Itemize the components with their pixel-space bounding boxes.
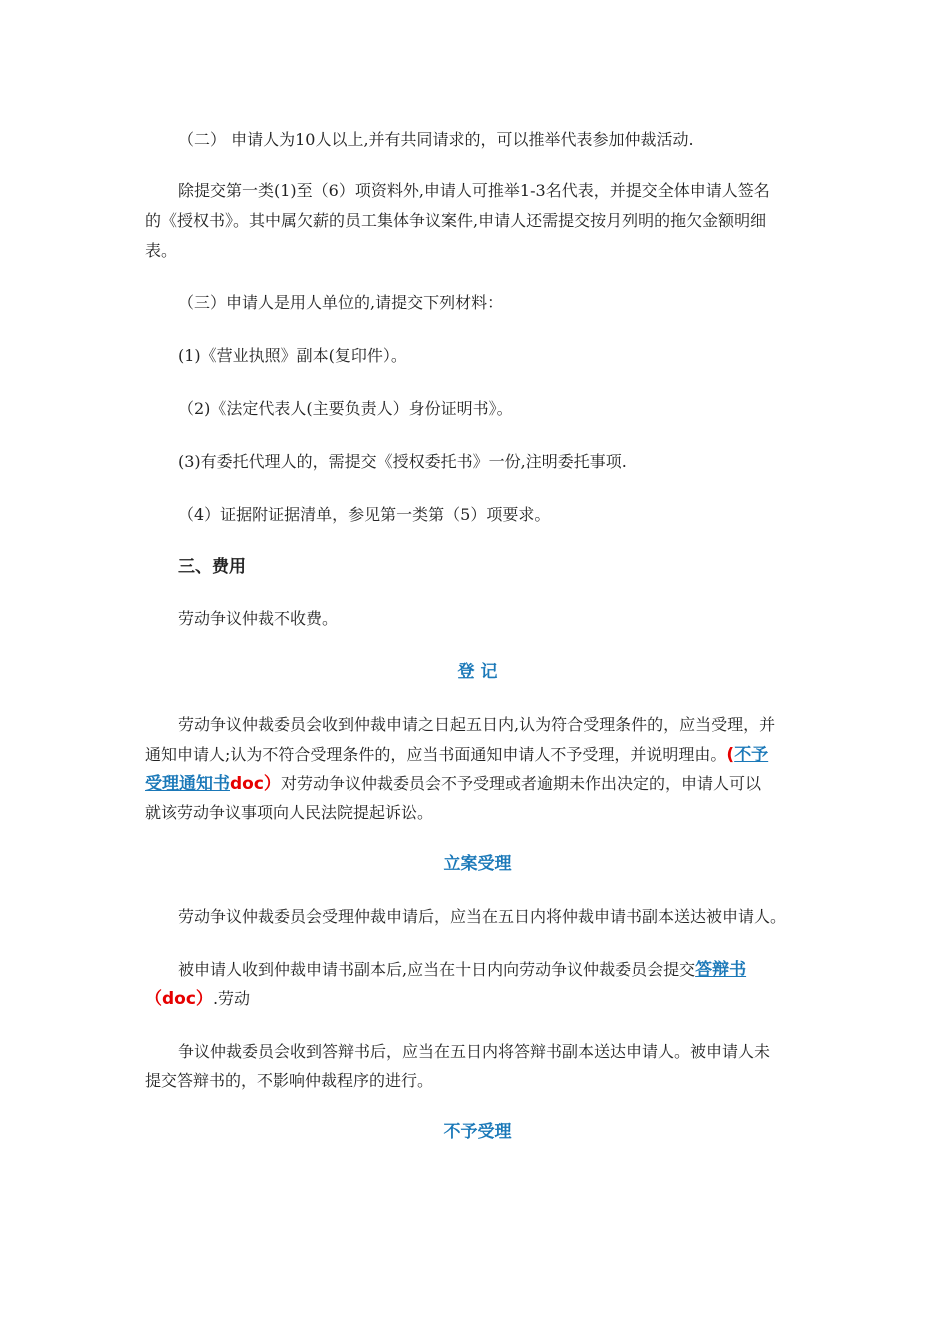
defense-text: 被申请人收到仲裁申请书副本后,应当在十日内向劳动争议仲裁委员会提交 xyxy=(178,960,696,979)
doc-label-2: （doc） xyxy=(145,989,213,1009)
paragraph-reply-line1: 争议仲裁委员会收到答辩书后，应当在五日内将答辩书副本送达申请人。被申请人未 xyxy=(178,1042,771,1061)
register-text: 通知申请人;认为不符合受理条件的，应当书面通知申请人不予受理，并说明理由。 xyxy=(145,745,727,764)
list-item-license: (1)《营业执照》副本(复印件）。 xyxy=(178,346,407,365)
register-text-cont: 对劳动争议仲裁委员会不予受理或者逾期未作出决定的，申请人可以 xyxy=(280,774,761,793)
paragraph-defense-line1 xyxy=(145,955,843,985)
paragraph-fee: 劳动争议仲裁不收费。 xyxy=(178,609,339,628)
paragraph-register-line3 xyxy=(145,769,810,799)
heading-accept: 立案受理 xyxy=(443,854,512,874)
reject-notice-link[interactable]: 不予 xyxy=(734,745,769,765)
reject-notice-link-cont[interactable]: 受理通知书 xyxy=(145,774,230,794)
list-item-legal-rep: （2)《法定代表人(主要负责人）身份证明书》。 xyxy=(178,399,513,418)
heading-fee: 三、费用 xyxy=(178,557,246,577)
paragraph-materials-line2: 的《授权书》。其中属欠薪的员工集体争议案件,申请人还需提交按月列明的拖欠金额明细 xyxy=(145,211,767,230)
defense-text-cont: .劳动 xyxy=(212,989,251,1008)
list-item-agent: (3)有委托代理人的，需提交《授权委托书》一份,注明委托事项. xyxy=(178,452,627,471)
paragraph-materials-line1: 除提交第一类(1)至（6）项资料外,申请人可推举1-3名代表，并提交全体申请人签名 xyxy=(178,181,770,200)
paragraph-accept: 劳动争议仲裁委员会受理仲裁申请后，应当在五日内将仲裁申请书副本送达被申请人。 xyxy=(178,907,787,926)
paragraph-employer: （三）申请人是用人单位的,请提交下列材料： xyxy=(178,293,504,312)
paragraph-representative: （二） 申请人为10人以上,并有共同请求的，可以推举代表参加仲裁活动. xyxy=(178,130,694,149)
paragraph-defense-line2 xyxy=(145,984,810,1014)
paragraph-materials-line3: 表。 xyxy=(145,241,178,260)
doc-label: doc） xyxy=(230,774,281,794)
paragraph-register-line4: 就该劳动争议事项向人民法院提起诉讼。 xyxy=(145,803,434,822)
defense-doc-link[interactable]: 答辩书 xyxy=(695,960,747,980)
heading-register: 登 记 xyxy=(457,662,498,682)
paragraph-register-line2 xyxy=(145,740,810,770)
paren-open: ( xyxy=(726,745,735,765)
paragraph-register-line1: 劳动争议仲裁委员会收到仲裁申请之日起五日内,认为符合受理条件的，应当受理，并 xyxy=(178,715,776,734)
list-item-evidence: （4）证据附证据清单，参见第一类第（5）项要求。 xyxy=(178,505,551,524)
paragraph-reply-line2: 提交答辩书的，不影响仲裁程序的进行。 xyxy=(145,1071,434,1090)
heading-reject: 不予受理 xyxy=(443,1122,512,1142)
